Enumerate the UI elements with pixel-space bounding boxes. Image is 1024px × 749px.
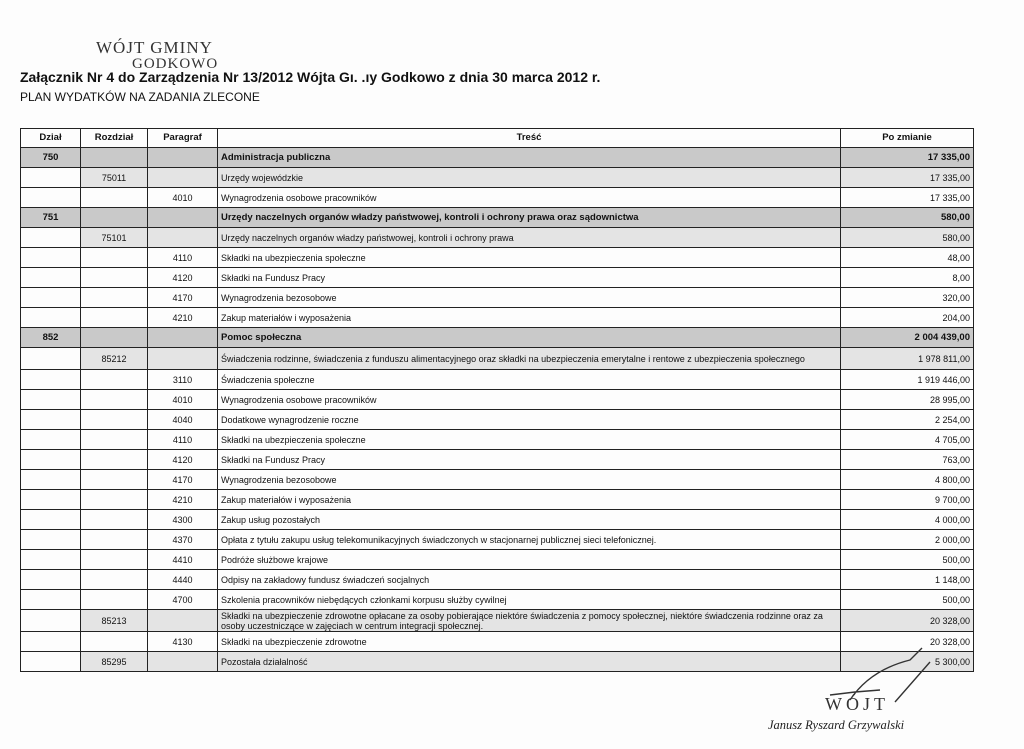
cell-tresc: Zakup materiałów i wyposażenia: [218, 490, 841, 510]
table-row: [21, 570, 974, 590]
cell-paragraf: 4300: [148, 510, 218, 530]
cell-kwota: 580,00: [841, 208, 974, 228]
cell-tresc: Pomoc społeczna: [218, 328, 841, 348]
cell-tresc: Zakup usług pozostałych: [218, 510, 841, 530]
cell-rozdzial: [81, 590, 148, 610]
col-header-rozdzial: Rozdział: [81, 129, 148, 148]
cell-kwota: 763,00: [841, 450, 974, 470]
cell-tresc: Opłata z tytułu zakupu usług telekomunikacyjnych świadczonych w stacjonarnej publicznej sieci telefonicznej.: [218, 530, 841, 550]
cell-dzial: 750: [21, 148, 81, 168]
cell-dzial: [21, 590, 81, 610]
cell-kwota: 17 335,00: [841, 148, 974, 168]
col-header-tresc: Treść: [218, 129, 841, 148]
cell-dzial: [21, 308, 81, 328]
cell-rozdzial: [81, 410, 148, 430]
table-row: [21, 390, 974, 410]
table-row: [21, 410, 974, 430]
cell-rozdzial: 75011: [81, 168, 148, 188]
cell-kwota: 2 000,00: [841, 530, 974, 550]
table-row: [21, 328, 974, 348]
cell-paragraf: [148, 228, 218, 248]
cell-paragraf: 4170: [148, 288, 218, 308]
table-row: [21, 590, 974, 610]
col-header-paragraf: Paragraf: [148, 129, 218, 148]
cell-paragraf: 4130: [148, 632, 218, 652]
cell-dzial: 852: [21, 328, 81, 348]
cell-paragraf: 4040: [148, 410, 218, 430]
table-header-row: [21, 129, 974, 148]
cell-tresc: Odpisy na zakładowy fundusz świadczeń socjalnych: [218, 570, 841, 590]
cell-paragraf: 4410: [148, 550, 218, 570]
cell-dzial: [21, 288, 81, 308]
cell-tresc: Składki na ubezpieczenie zdrowotne opłacane za osoby pobierające niektóre świadczenia z pomocy społecznej, niektóre świadczenia rodzinne oraz za osoby uczestniczące w zajęciach w centrum integracji społecznej.: [218, 610, 841, 632]
table-row: [21, 268, 974, 288]
cell-kwota: 1 919 446,00: [841, 370, 974, 390]
cell-paragraf: 4700: [148, 590, 218, 610]
cell-rozdzial: [81, 470, 148, 490]
cell-paragraf: 4010: [148, 390, 218, 410]
cell-kwota: 4 705,00: [841, 430, 974, 450]
cell-paragraf: [148, 610, 218, 632]
cell-paragraf: 4210: [148, 308, 218, 328]
cell-paragraf: [148, 652, 218, 672]
cell-dzial: [21, 410, 81, 430]
table-row: [21, 450, 974, 470]
cell-rozdzial: [81, 390, 148, 410]
cell-paragraf: [148, 168, 218, 188]
cell-rozdzial: [81, 308, 148, 328]
cell-dzial: [21, 550, 81, 570]
table-row: [21, 430, 974, 450]
cell-paragraf: [148, 208, 218, 228]
cell-dzial: [21, 570, 81, 590]
cell-tresc: Urzędy naczelnych organów władzy państwowej, kontroli i ochrony prawa: [218, 228, 841, 248]
col-header-po-zmianie: Po zmianie: [841, 129, 974, 148]
table-row: [21, 610, 974, 632]
cell-paragraf: 4170: [148, 470, 218, 490]
cell-tresc: Świadczenia społeczne: [218, 370, 841, 390]
cell-tresc: Administracja publiczna: [218, 148, 841, 168]
cell-dzial: [21, 530, 81, 550]
cell-kwota: 4 000,00: [841, 510, 974, 530]
table-row: [21, 370, 974, 390]
cell-tresc: Składki na ubezpieczenia społeczne: [218, 248, 841, 268]
cell-kwota: 17 335,00: [841, 188, 974, 208]
cell-dzial: [21, 248, 81, 268]
cell-kwota: 2 004 439,00: [841, 328, 974, 348]
stamp-line-2: GODKOWO: [132, 56, 219, 72]
table-row: [21, 308, 974, 328]
cell-dzial: [21, 348, 81, 370]
cell-rozdzial: [81, 450, 148, 470]
document-subtitle: PLAN WYDATKÓW NA ZADANIA ZLECONE: [20, 90, 260, 104]
cell-tresc: Wynagrodzenia bezosobowe: [218, 470, 841, 490]
cell-tresc: Wynagrodzenia osobowe pracowników: [218, 390, 841, 410]
cell-kwota: 4 800,00: [841, 470, 974, 490]
table-row: [21, 530, 974, 550]
cell-tresc: Wynagrodzenia osobowe pracowników: [218, 188, 841, 208]
cell-kwota: 9 700,00: [841, 490, 974, 510]
wojt-stamp: [96, 40, 236, 72]
cell-rozdzial: [81, 570, 148, 590]
cell-paragraf: 4440: [148, 570, 218, 590]
cell-rozdzial: 85212: [81, 348, 148, 370]
cell-paragraf: [148, 148, 218, 168]
document-title: Załącznik Nr 4 do Zarządzenia Nr 13/2012 Wójta Gı. .ıy Godkowo z dnia 30 marca 2012 r.: [20, 69, 601, 85]
table-row: [21, 490, 974, 510]
signature-mark-text: WÓJT: [825, 694, 889, 714]
cell-tresc: Składki na ubezpieczenia społeczne: [218, 430, 841, 450]
cell-dzial: [21, 652, 81, 672]
cell-dzial: [21, 168, 81, 188]
cell-dzial: [21, 510, 81, 530]
cell-paragraf: 3110: [148, 370, 218, 390]
cell-paragraf: [148, 328, 218, 348]
cell-dzial: [21, 610, 81, 632]
table-row: [21, 348, 974, 370]
table-row: [21, 288, 974, 308]
cell-paragraf: 4370: [148, 530, 218, 550]
cell-paragraf: 4120: [148, 268, 218, 288]
cell-tresc: Wynagrodzenia bezosobowe: [218, 288, 841, 308]
cell-tresc: Składki na ubezpieczenie zdrowotne: [218, 632, 841, 652]
expenditure-table: [20, 128, 974, 672]
table-row: [21, 188, 974, 208]
cell-rozdzial: 85213: [81, 610, 148, 632]
cell-kwota: 2 254,00: [841, 410, 974, 430]
cell-paragraf: 4210: [148, 490, 218, 510]
cell-kwota: 500,00: [841, 590, 974, 610]
cell-kwota: 28 995,00: [841, 390, 974, 410]
table-row: [21, 550, 974, 570]
signature-mark: [810, 640, 980, 720]
cell-dzial: [21, 228, 81, 248]
cell-tresc: Zakup materiałów i wyposażenia: [218, 308, 841, 328]
col-header-dzial: Dział: [21, 129, 81, 148]
cell-rozdzial: [81, 550, 148, 570]
cell-kwota: 5 300,00: [841, 652, 974, 672]
stamp-line-1: WÓJT GMINY: [96, 38, 213, 57]
cell-tresc: Składki na Fundusz Pracy: [218, 450, 841, 470]
table-row: [21, 470, 974, 490]
cell-paragraf: 4110: [148, 248, 218, 268]
cell-dzial: [21, 632, 81, 652]
cell-rozdzial: [81, 188, 148, 208]
cell-kwota: 20 328,00: [841, 632, 974, 652]
cell-kwota: 1 148,00: [841, 570, 974, 590]
cell-kwota: 320,00: [841, 288, 974, 308]
cell-tresc: Szkolenia pracowników niebędących członkami korpusu służby cywilnej: [218, 590, 841, 610]
cell-tresc: Urzędy naczelnych organów władzy państwowej, kontroli i ochrony prawa oraz sądownictwa: [218, 208, 841, 228]
cell-dzial: 751: [21, 208, 81, 228]
cell-rozdzial: [81, 632, 148, 652]
cell-rozdzial: 75101: [81, 228, 148, 248]
cell-tresc: Podróże służbowe krajowe: [218, 550, 841, 570]
cell-rozdzial: [81, 510, 148, 530]
cell-dzial: [21, 490, 81, 510]
table-row: [21, 168, 974, 188]
cell-kwota: 8,00: [841, 268, 974, 288]
cell-dzial: [21, 188, 81, 208]
table-row: [21, 228, 974, 248]
cell-kwota: 580,00: [841, 228, 974, 248]
cell-dzial: [21, 268, 81, 288]
signature-name: Janusz Ryszard Grzywalski: [768, 718, 905, 732]
cell-rozdzial: [81, 370, 148, 390]
table-body: [21, 148, 974, 672]
cell-kwota: 1 978 811,00: [841, 348, 974, 370]
cell-tresc: Pozostała działalność: [218, 652, 841, 672]
cell-paragraf: 4010: [148, 188, 218, 208]
cell-kwota: 500,00: [841, 550, 974, 570]
cell-dzial: [21, 370, 81, 390]
cell-tresc: Dodatkowe wynagrodzenie roczne: [218, 410, 841, 430]
cell-dzial: [21, 390, 81, 410]
cell-rozdzial: [81, 328, 148, 348]
cell-paragraf: [148, 348, 218, 370]
cell-rozdzial: [81, 530, 148, 550]
cell-paragraf: 4110: [148, 430, 218, 450]
cell-rozdzial: [81, 490, 148, 510]
cell-rozdzial: [81, 430, 148, 450]
table-row: [21, 148, 974, 168]
cell-rozdzial: 85295: [81, 652, 148, 672]
cell-dzial: [21, 470, 81, 490]
cell-rozdzial: [81, 288, 148, 308]
cell-paragraf: 4120: [148, 450, 218, 470]
cell-kwota: 204,00: [841, 308, 974, 328]
cell-dzial: [21, 430, 81, 450]
cell-rozdzial: [81, 248, 148, 268]
table-row: [21, 510, 974, 530]
cell-rozdzial: [81, 148, 148, 168]
cell-kwota: 48,00: [841, 248, 974, 268]
cell-rozdzial: [81, 208, 148, 228]
cell-tresc: Świadczenia rodzinne, świadczenia z funduszu alimentacyjnego oraz składki na ubezpieczenia emerytalne i rentowe z ubezpieczenia społecznego: [218, 348, 841, 370]
table-row: [21, 248, 974, 268]
cell-rozdzial: [81, 268, 148, 288]
cell-tresc: Składki na Fundusz Pracy: [218, 268, 841, 288]
table-row: [21, 208, 974, 228]
cell-tresc: Urzędy wojewódzkie: [218, 168, 841, 188]
cell-dzial: [21, 450, 81, 470]
cell-kwota: 17 335,00: [841, 168, 974, 188]
cell-kwota: 20 328,00: [841, 610, 974, 632]
